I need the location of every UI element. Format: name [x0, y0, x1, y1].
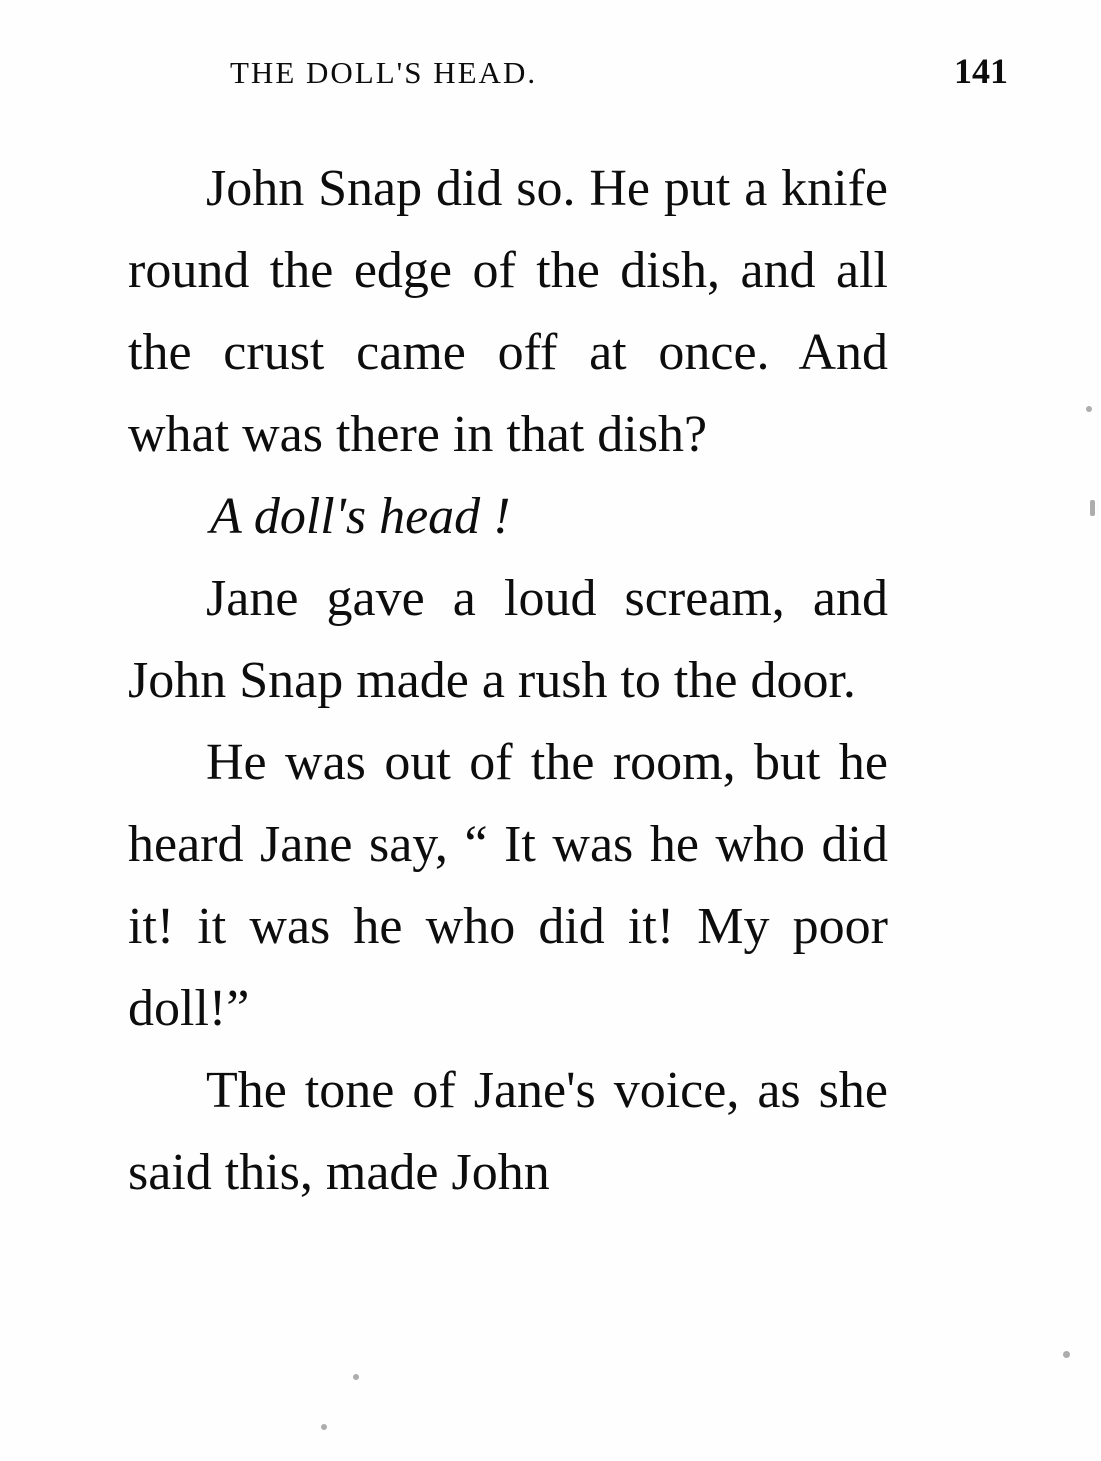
page-header	[130, 50, 1010, 92]
paragraph-italic: A doll's head !	[210, 488, 511, 545]
running-title: THE DOLL'S HEAD.	[230, 55, 538, 90]
page-body	[128, 148, 888, 1214]
scan-speck	[1086, 406, 1092, 412]
paragraph: He was out of the room, but he heard Jane say, “ It was he who did it! it was he who did it! My poor doll!”	[128, 734, 888, 1037]
scan-speck	[1063, 1351, 1070, 1358]
scan-speck	[321, 1424, 327, 1430]
paragraph: Jane gave a loud scream, and John Snap made a rush to the door.	[128, 570, 888, 709]
paragraph: John Snap did so. He put a knife round the edge of the dish, and all the crust came off at once. And what was there in that dish?	[128, 160, 888, 463]
scan-speck	[353, 1374, 359, 1380]
paragraph: The tone of Jane's voice, as she said this, made John	[128, 1062, 888, 1201]
scan-speck	[1090, 500, 1095, 516]
page-number: 141	[954, 51, 1008, 91]
